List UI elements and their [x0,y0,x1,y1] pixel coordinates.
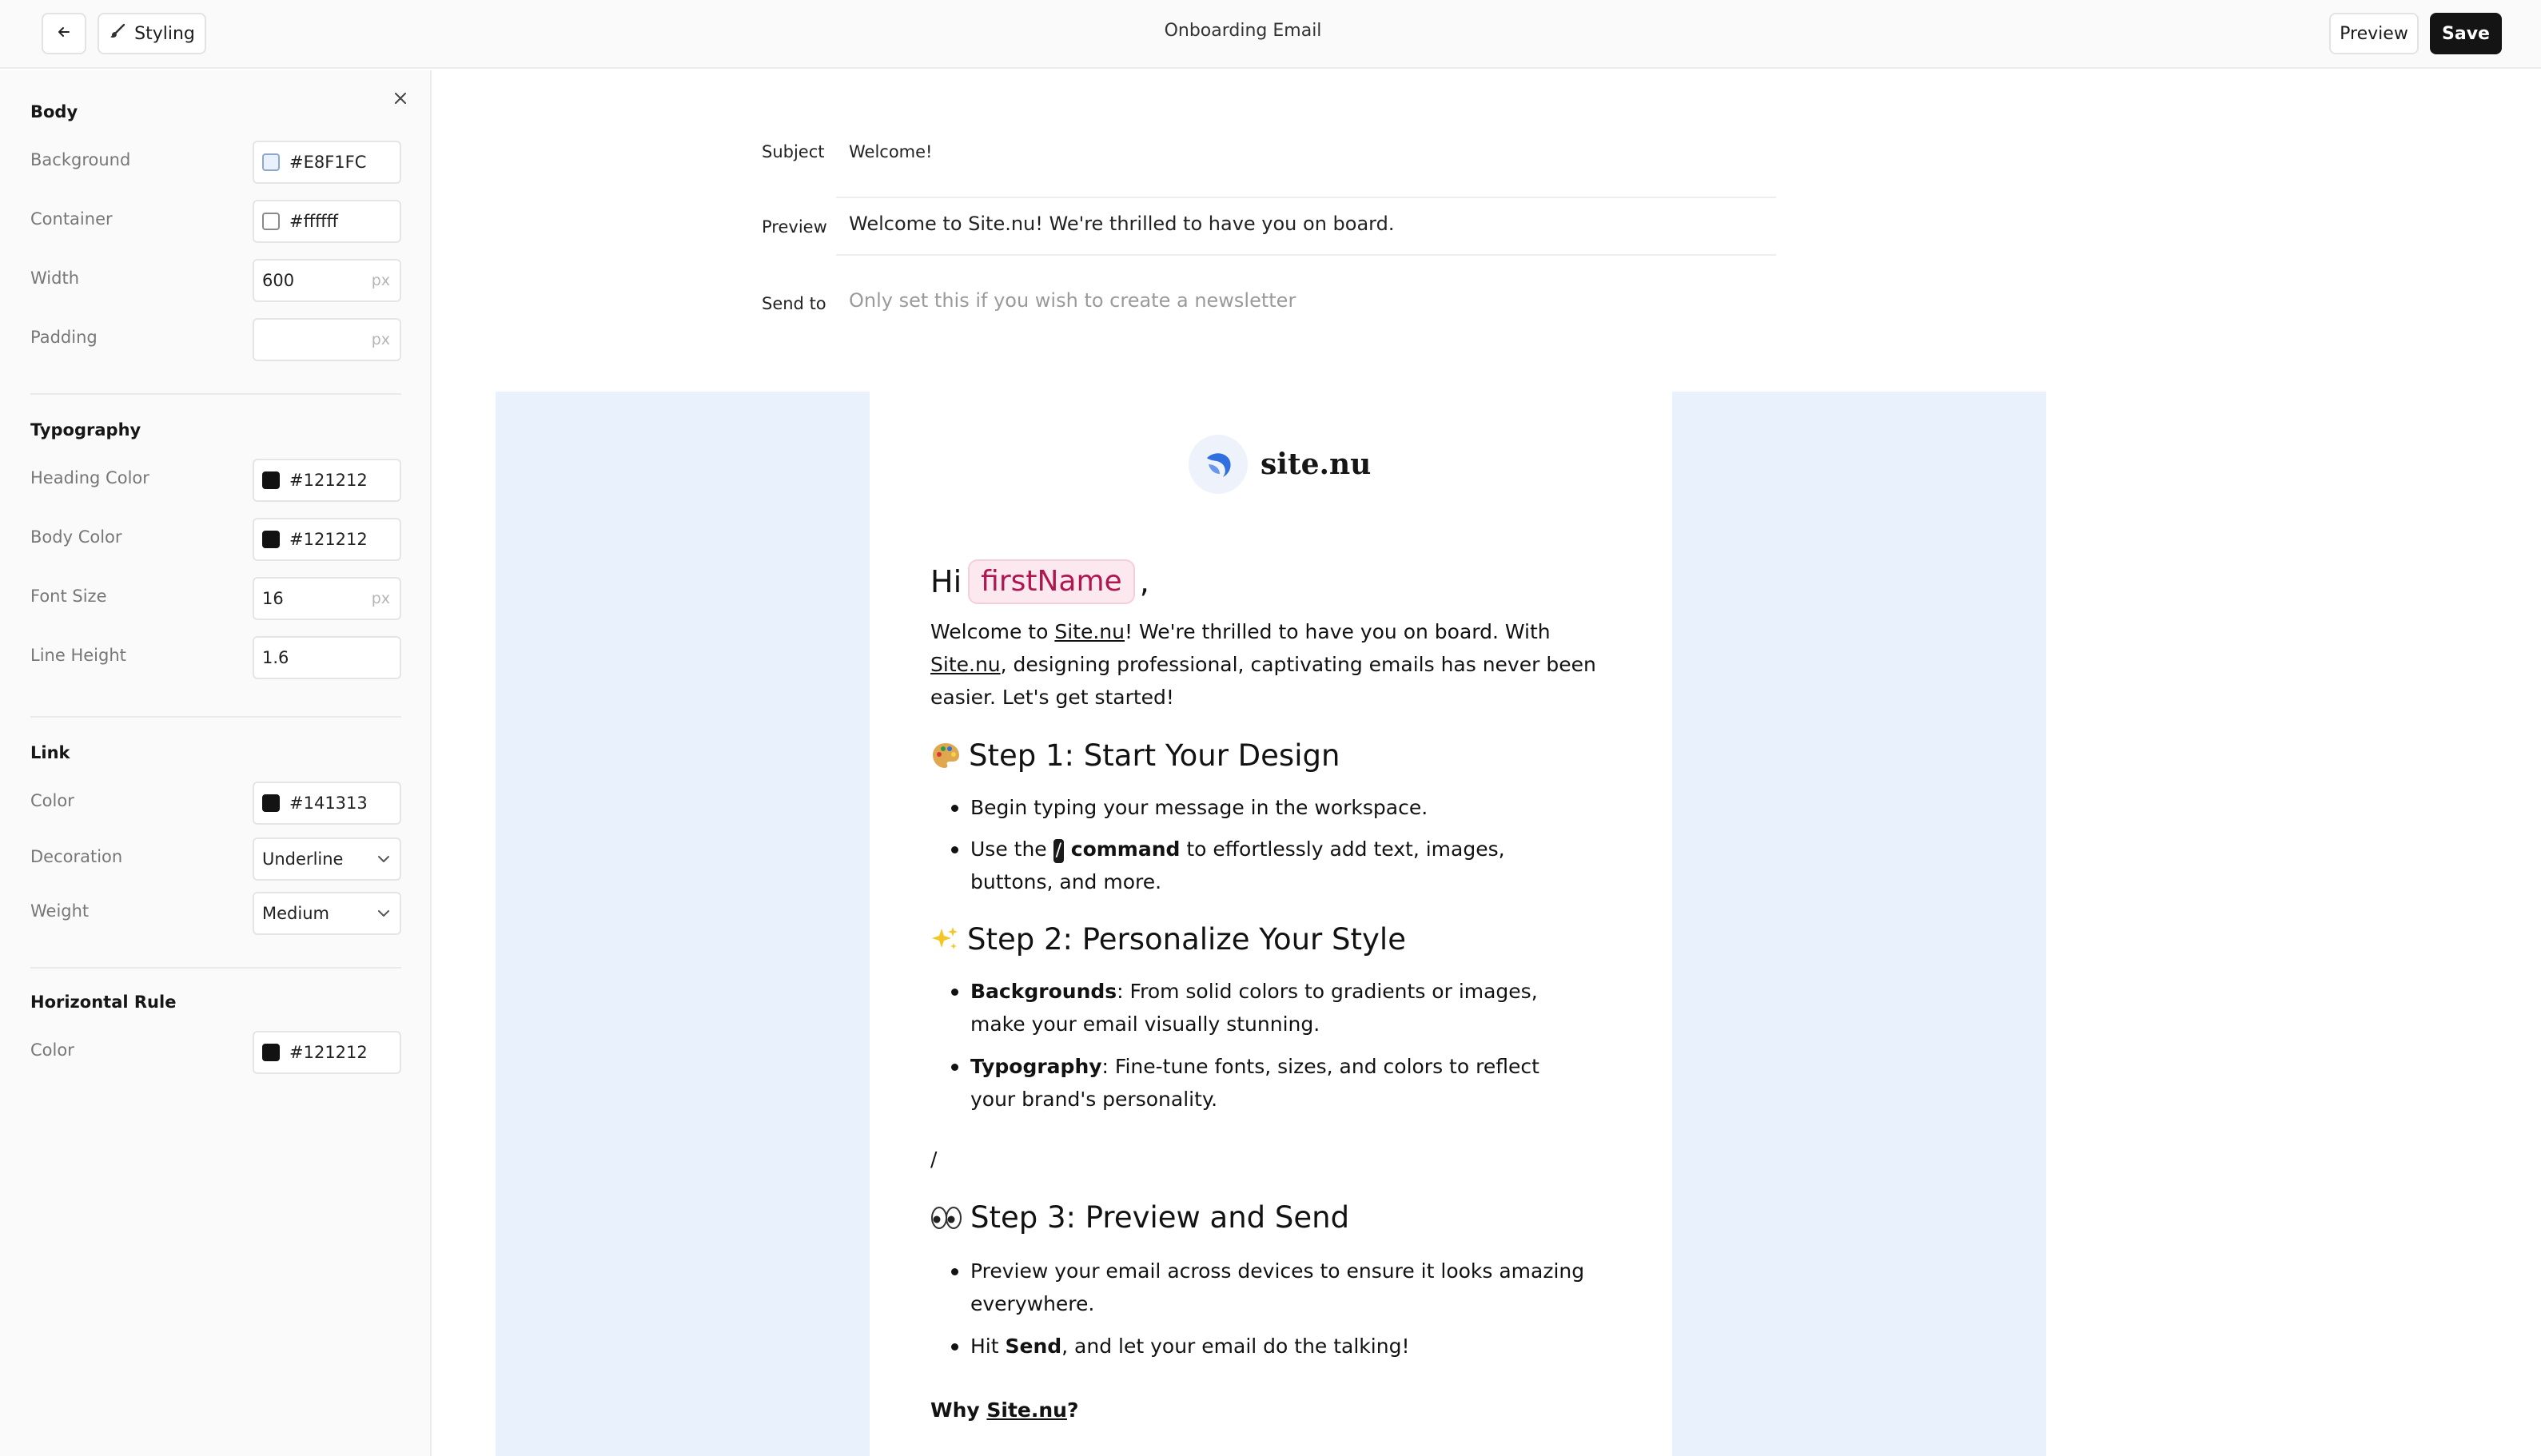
section-title-horizontal-rule: Horizontal Rule [30,993,177,1012]
container-color-value[interactable]: #ffffff [289,212,339,231]
step1-title: Step 1: Start Your Design [969,738,1340,773]
intro-text: , designing professional, captivating emails has never been easier. Let's get started! [930,653,1596,709]
line-height-input[interactable] [253,636,401,679]
chevron-down-icon[interactable] [377,855,390,863]
divider [836,254,1776,256]
list-item[interactable] [951,1050,1591,1116]
subject-label: Subject [762,142,825,161]
section-title-typography: Typography [30,420,141,440]
line-height-value[interactable]: 1.6 [262,648,289,667]
container-label: Container [30,209,113,229]
preview-text-label: Preview [762,217,827,237]
width-label: Width [30,269,80,288]
list-item[interactable] [951,1330,1591,1363]
document-title: Onboarding Email [1164,21,1322,41]
link-color-label: Color [30,791,74,810]
command-text: command [1064,837,1181,861]
list-item[interactable] [951,791,1591,824]
padding-input[interactable] [253,318,401,361]
greeting-heading[interactable] [930,559,1149,604]
color-swatch[interactable] [262,153,280,171]
weight-label: Weight [30,901,90,921]
step3-heading[interactable] [930,1200,1349,1235]
color-swatch[interactable] [262,794,280,812]
padding-label: Padding [30,328,98,347]
background-label: Background [30,150,131,169]
brush-icon [109,22,126,45]
background-color-value[interactable]: #E8F1FC [289,153,367,172]
list-item[interactable] [951,1255,1591,1320]
divider [30,716,401,718]
container-color-field[interactable] [253,200,401,243]
why-heading[interactable] [930,1394,1078,1426]
send-to-input[interactable]: Only set this if you wish to create a newsletter [849,289,1296,312]
line-height-label: Line Height [30,646,126,665]
preview-button[interactable]: Preview [2329,13,2419,54]
styling-panel [0,70,432,1456]
greeting-text: Hi [930,564,962,599]
heading-color-value[interactable]: #121212 [289,471,368,490]
step1-heading[interactable] [930,738,1340,773]
why-text: ? [1066,1398,1079,1422]
step2-title: Step 2: Personalize Your Style [967,922,1406,957]
heading-color-field[interactable] [253,459,401,502]
variable-chip[interactable]: firstName [968,559,1135,604]
close-panel-button[interactable] [388,88,412,112]
weight-value[interactable]: Medium [262,904,329,923]
list-item-text: Begin typing your message in the workspace. [970,796,1428,819]
site-link[interactable]: Site.nu [930,653,1001,676]
bold-text: Typography [970,1055,1102,1078]
body-color-value[interactable]: #121212 [289,530,368,549]
color-swatch[interactable] [262,471,280,489]
color-swatch[interactable] [262,213,280,230]
decoration-select[interactable] [253,837,401,881]
slash-line[interactable]: / [930,1148,938,1171]
list-item-text: Hit [970,1335,1006,1358]
color-swatch[interactable] [262,1044,280,1061]
heading-color-label: Heading Color [30,468,149,487]
list-item[interactable] [951,833,1591,898]
list-item-text: : Fine-tune fonts, sizes, and colors to reflect your brand's personality. [970,1055,1539,1111]
unit-px: px [371,590,390,607]
list-item-text: , and let your email do the talking! [1061,1335,1410,1358]
save-button[interactable]: Save [2430,13,2502,54]
site-logo-icon [1189,435,1248,494]
palette-icon [930,741,961,771]
site-link[interactable]: Site.nu [986,1398,1067,1422]
background-color-field[interactable] [253,141,401,184]
hr-color-label: Color [30,1040,74,1060]
step2-heading[interactable] [930,922,1406,957]
preview-text-input[interactable]: Welcome to Site.nu! We're thrilled to have you on board. [849,213,1395,235]
link-color-value[interactable]: #141313 [289,794,368,813]
intro-text: ! We're thrilled to have you on board. With [1125,620,1551,643]
step3-title: Step 3: Preview and Send [970,1200,1350,1235]
unit-px: px [371,272,390,289]
eyes-icon [930,1204,962,1231]
width-value[interactable]: 600 [262,271,295,290]
arrow-left-icon [56,24,72,43]
link-color-field[interactable] [253,782,401,825]
body-color-label: Body Color [30,527,122,547]
list-item-text: to effortlessly add text, images, buttons, and more. [970,837,1505,893]
chevron-down-icon[interactable] [377,909,390,917]
hr-color-field[interactable] [253,1031,401,1074]
styling-label: Styling [134,23,195,44]
width-input[interactable] [253,259,401,302]
sparkles-icon [930,925,959,954]
section-title-body: Body [30,102,78,121]
brand-header [1189,435,1371,494]
list-item-text: : From solid colors to gradients or images, make your email visually stunning. [970,980,1538,1036]
font-size-value[interactable]: 16 [262,589,284,608]
greeting-comma: , [1139,564,1149,599]
weight-select[interactable] [253,892,401,935]
color-swatch[interactable] [262,531,280,548]
body-color-field[interactable] [253,518,401,561]
unit-px: px [371,331,390,348]
top-bar [0,0,2541,69]
hr-color-value[interactable]: #121212 [289,1043,368,1062]
close-icon [393,91,408,109]
brand-name: site.nu [1261,448,1372,481]
site-link[interactable]: Site.nu [1054,620,1125,643]
styling-button[interactable] [98,13,206,54]
why-text: Why [930,1398,987,1422]
bold-text: Backgrounds [970,980,1117,1003]
intro-paragraph[interactable] [930,615,1602,714]
list-item[interactable] [951,975,1591,1040]
divider [30,967,401,969]
slash-command-chip: / [1053,839,1064,863]
bold-text: Send [1005,1335,1062,1358]
back-button[interactable] [42,13,86,54]
divider [30,393,401,395]
decoration-value[interactable]: Underline [262,849,344,869]
divider [836,197,1776,198]
send-to-label: Send to [762,294,826,313]
subject-input[interactable]: Welcome! [849,142,933,161]
font-size-input[interactable] [253,577,401,620]
list-item-text: Use the [970,837,1053,861]
font-size-label: Font Size [30,587,107,606]
section-title-link: Link [30,743,70,762]
list-item-text: Preview your email across devices to ensure it looks amazing everywhere. [970,1259,1585,1315]
intro-text: Welcome to [930,620,1055,643]
decoration-label: Decoration [30,847,123,866]
